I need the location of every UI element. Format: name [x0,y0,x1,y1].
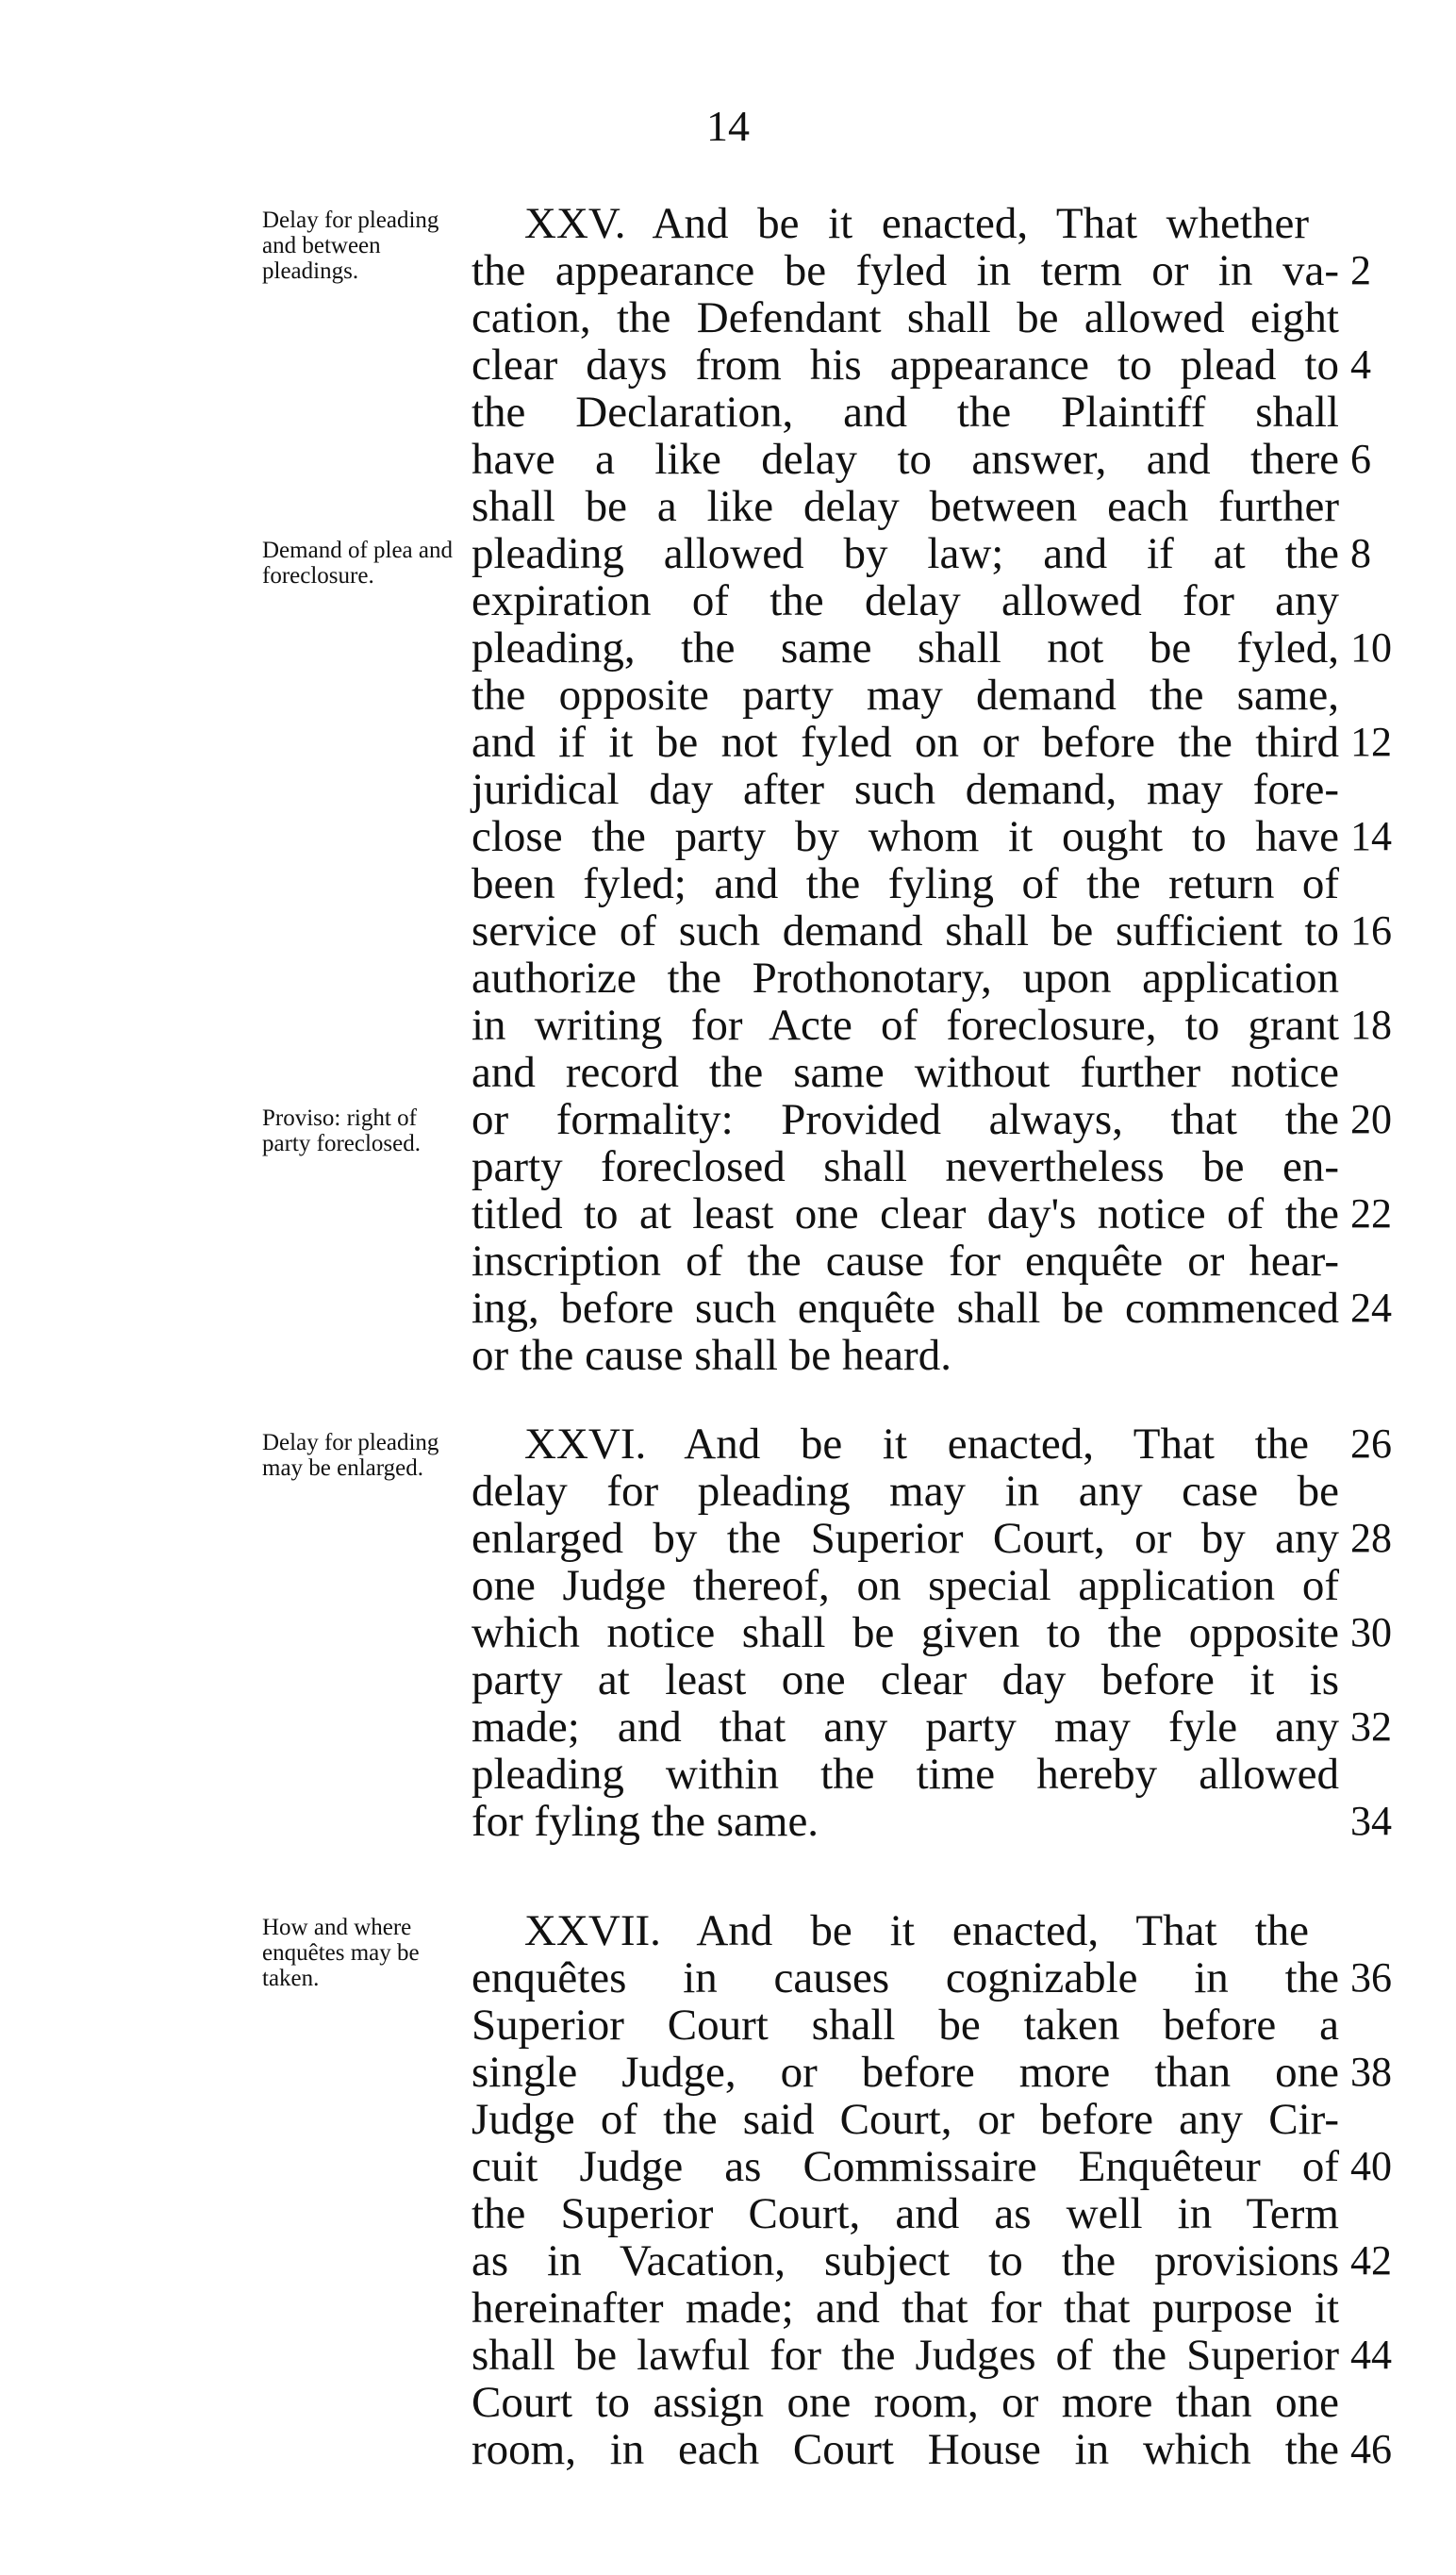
line-number: 14 [1350,813,1392,859]
text-line: as in Vacation, subject to the provisions [472,2236,1339,2285]
page-number: 14 [706,102,750,150]
line-number: 38 [1350,2049,1392,2095]
text-line: the appearance be fyled in term or in va- [472,246,1339,295]
text-line: party foreclosed shall nevertheless be en- [472,1142,1339,1191]
text-line: enlarged by the Superior Court, or by any [472,1514,1339,1563]
text-line: service of such demand shall be sufficient to [472,906,1339,955]
text-line: XXVI. And be it enacted, That the [524,1420,1309,1469]
line-number: 18 [1350,1002,1392,1048]
margin-note: Delay for pleading and between pleadings. [262,208,439,284]
text-line: Superior Court shall be taken before a [472,2001,1339,2050]
margin-note: Proviso: right of party foreclosed. [262,1105,421,1156]
text-line: hereinafter made; and that for that purpose it [472,2284,1339,2333]
text-line: shall be lawful for the Judges of the Superior [472,2331,1339,2380]
line-number: 22 [1350,1190,1392,1237]
text-line: authorize the Prothonotary, upon application [472,954,1339,1003]
line-number: 40 [1350,2143,1392,2189]
text-line: pleading within the time hereby allowed [472,1750,1339,1799]
line-number: 36 [1350,1954,1392,2001]
line-number: 4 [1350,341,1371,388]
text-line: pleading allowed by law; and if at the [472,529,1339,578]
text-line: XXV. And be it enacted, That whether [524,199,1309,248]
text-line: enquêtes in causes cognizable in the [472,1953,1339,2002]
text-line: room, in each Court House in which the [472,2425,1339,2474]
line-number: 10 [1350,624,1392,671]
line-number: 42 [1350,2237,1392,2284]
text-line: the Superior Court, and as well in Term [472,2189,1339,2238]
text-line: close the party by whom it ought to have [472,812,1339,861]
text-line: cation, the Defendant shall be allowed eight [472,293,1339,342]
text-line: single Judge, or before more than one [472,2048,1339,2097]
text-line: party at least one clear day before it is [472,1655,1339,1704]
text-line: expiration of the delay allowed for any [472,576,1339,625]
text-line: ing, before such enquête shall be commenced [472,1284,1339,1333]
line-number: 30 [1350,1609,1392,1655]
line-number: 16 [1350,907,1392,954]
text-line: juridical day after such demand, may fore- [472,765,1339,814]
margin-note: Demand of plea and foreclosure. [262,538,454,589]
text-line: Judge of the said Court, or before any Cir- [472,2095,1339,2144]
text-line: titled to at least one clear day's notice of the [472,1189,1339,1238]
line-number: 20 [1350,1096,1392,1142]
line-number: 28 [1350,1515,1392,1561]
line-number: 46 [1350,2426,1392,2472]
margin-note: Delay for pleading may be enlarged. [262,1430,439,1481]
text-line: shall be a like delay between each further [472,482,1339,531]
line-number: 24 [1350,1285,1392,1331]
text-line: for fyling the same. [472,1797,819,1846]
text-line: and if it be not fyled on or before the third [472,718,1339,767]
text-line: been fyled; and the fyling of the return of [472,859,1339,908]
text-line: delay for pleading may in any case be [472,1467,1339,1516]
line-number: 32 [1350,1703,1392,1750]
text-line: which notice shall be given to the opposite [472,1608,1339,1657]
text-line: have a like delay to answer, and there [472,435,1339,484]
text-line: one Judge thereof, on special application of [472,1561,1339,1610]
text-line: XXVII. And be it enacted, That the [524,1906,1309,1955]
text-line: the Declaration, and the Plaintiff shall [472,388,1339,437]
text-line: inscription of the cause for enquête or hear- [472,1237,1339,1286]
margin-note: How and where enquêtes may be taken. [262,1915,420,1991]
line-number: 44 [1350,2332,1392,2378]
text-line: pleading, the same shall not be fyled, [472,623,1339,673]
line-number: 12 [1350,719,1392,765]
line-number: 2 [1350,247,1371,293]
line-number: 34 [1350,1798,1392,1844]
text-line: and record the same without further notice [472,1048,1339,1097]
text-line: Court to assign one room, or more than one [472,2378,1339,2427]
text-line: or formality: Provided always, that the [472,1095,1339,1144]
text-line: the opposite party may demand the same, [472,671,1339,720]
text-line: or the cause shall be heard. [472,1331,951,1380]
line-number: 6 [1350,436,1371,482]
text-line: made; and that any party may fyle any [472,1703,1339,1752]
text-line: cuit Judge as Commissaire Enquêteur of [472,2142,1339,2191]
text-line: in writing for Acte of foreclosure, to grant [472,1001,1339,1050]
line-number: 26 [1350,1420,1392,1467]
line-number: 8 [1350,530,1371,576]
text-line: clear days from his appearance to plead to [472,341,1339,390]
